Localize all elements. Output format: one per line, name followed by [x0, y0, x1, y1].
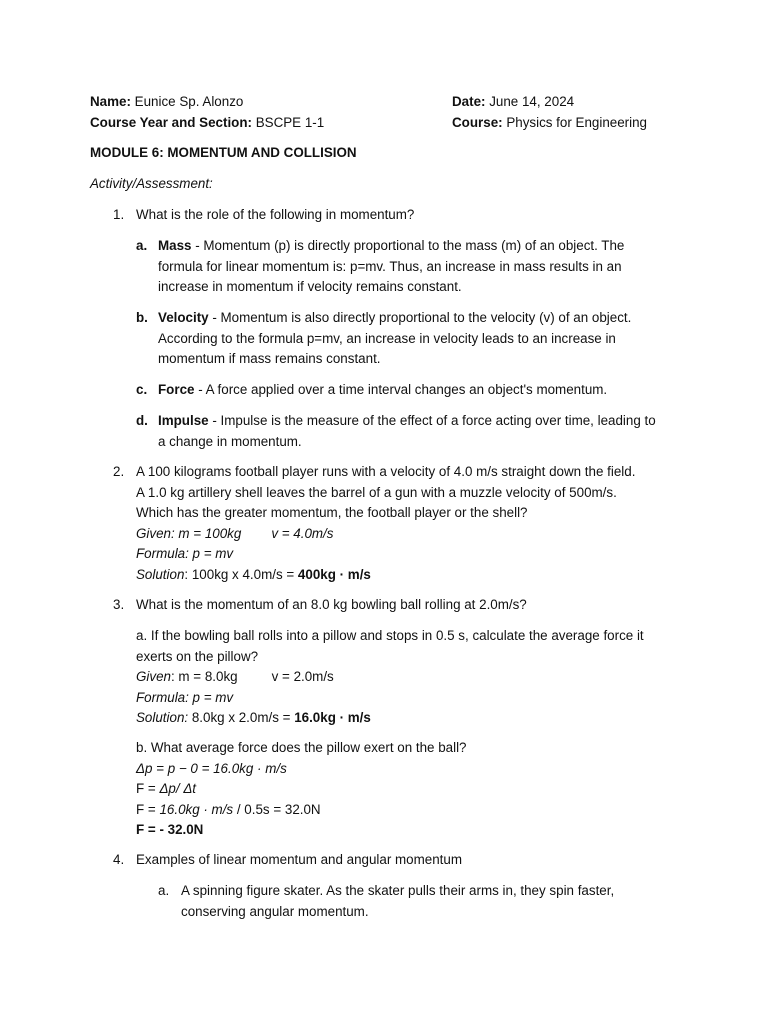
q1-item-b-term: Velocity — [158, 310, 209, 325]
q2-line3: Which has the greater momentum, the football player or the shell? — [136, 505, 528, 520]
q3-part-a — [136, 626, 644, 729]
q4-a-line1: A spinning figure skater. As the skater pulls their arms in, they spin faster, — [181, 883, 615, 898]
q3-solution-text: 8.0kg x 2.0m/s = — [188, 710, 295, 725]
q1-item-d — [158, 411, 656, 452]
q4-a-letter: a. — [158, 883, 170, 898]
course-label: Course: — [452, 115, 503, 130]
q3-b-line: b. What average force does the pillow exert on the ball? — [136, 740, 467, 755]
activity-label: Activity/Assessment: — [90, 176, 213, 191]
q1-item-b-line: - Momentum is also directly proportional to the velocity (v) of an object. — [208, 310, 632, 325]
q1-text: What is the role of the following in momentum? — [136, 207, 415, 222]
q1-item-b-letter: b. — [136, 310, 148, 325]
q4-number: 4. — [113, 852, 125, 867]
q4-a-line2: conserving angular momentum. — [181, 903, 369, 919]
q1-item-c-line: - A force applied over a time interval changes an object's momentum. — [194, 382, 608, 397]
q2-line1: A 100 kilograms football player runs with a velocity of 4.0 m/s straight down the field. — [136, 464, 636, 479]
q3-f-prefix: F = — [136, 781, 160, 796]
q1-item-d-term: Impulse — [158, 413, 209, 428]
q3-f2-rest: / 0.5s = 32.0N — [233, 801, 321, 817]
q3-a-line2: exerts on the pillow? — [136, 648, 259, 664]
course-row — [452, 113, 647, 134]
q1-item-a — [158, 236, 624, 298]
course-value: Physics for Engineering — [502, 115, 648, 130]
q1-item-c-term: Force — [158, 382, 195, 397]
q1-item-c-letter: c. — [136, 382, 148, 397]
q1-item-a-line: formula for linear momentum is: p=mv. Thus, an increase in mass results in an — [158, 258, 622, 274]
q3-f3: F = - 32.0N — [136, 822, 204, 837]
q3-given-velocity: v = 2.0m/s — [271, 669, 334, 684]
q3-a-line1: a. If the bowling ball rolls into a pillow and stops in 0.5 s, calculate the average force it — [136, 628, 644, 643]
q4-a-body — [181, 881, 614, 922]
q1-item-d-line: - Impulse is the measure of the effect of a force acting over time, leading to — [208, 413, 656, 428]
module-title: MODULE 6: MOMENTUM AND COLLISION — [90, 145, 357, 160]
q2-number: 2. — [113, 464, 125, 479]
q1-item-b-line: According to the formula p=mv, an increase in velocity leads to an increase in — [158, 330, 616, 346]
name-row — [90, 92, 243, 113]
q1-item-a-term: Mass — [158, 238, 192, 253]
name-value: Eunice Sp. Alonzo — [130, 94, 244, 109]
course-section-value: BSCPE 1-1 — [251, 115, 325, 130]
q2-solution-label: Solution — [136, 566, 185, 582]
q3-formula: Formula: p = mv — [136, 689, 234, 705]
date-value: June 14, 2024 — [485, 94, 575, 109]
q1-item-b-line: momentum if mass remains constant. — [158, 351, 381, 366]
q1-item-d-letter: d. — [136, 413, 148, 428]
q3-f2-italic: 16.0kg · m/s — [159, 801, 234, 817]
q2-given-velocity: v = 4.0m/s — [271, 525, 334, 541]
q3-f-formula: Δp/ Δt — [159, 781, 197, 796]
q1-item-a-line: increase in momentum if velocity remains constant. — [158, 279, 462, 294]
q1-item-b — [158, 308, 631, 370]
q2-solution-answer: 400kg · m/s — [297, 566, 371, 582]
q1-item-c — [158, 380, 607, 401]
q3-text: What is the momentum of an 8.0 kg bowling ball rolling at 2.0m/s? — [136, 597, 527, 612]
q2-formula: Formula: p = mv — [136, 546, 234, 561]
q2-body — [136, 462, 635, 585]
course-section-row — [90, 113, 324, 134]
q3-f2-prefix: F = — [136, 801, 160, 817]
q1-item-a-line: - Momentum (p) is directly proportional to the mass (m) of an object. The — [191, 238, 625, 253]
q3-number: 3. — [113, 597, 125, 612]
q1-item-a-letter: a. — [136, 238, 148, 253]
q1-number: 1. — [113, 207, 125, 222]
date-row — [452, 92, 574, 113]
course-section-label: Course Year and Section: — [90, 115, 252, 130]
q2-line2: A 1.0 kg artillery shell leaves the barrel of a gun with a muzzle velocity of 500m/s. — [136, 484, 617, 500]
q3-dp-line: Δp = p − 0 = 16.0kg · m/s — [136, 760, 287, 776]
q3-given-text: : m = 8.0kg — [170, 669, 238, 684]
q1-item-d-line: a change in momentum. — [158, 433, 302, 449]
q3-solution-answer: 16.0kg · m/s — [294, 710, 371, 725]
q3-solution-label: Solution: — [136, 710, 189, 725]
q4-text: Examples of linear momentum and angular momentum — [136, 852, 462, 867]
q2-solution-text: : 100kg x 4.0m/s = — [184, 566, 298, 582]
date-label: Date: — [452, 94, 486, 109]
name-label: Name: — [90, 94, 131, 109]
q2-given: Given: m = 100kg — [136, 525, 242, 541]
q3-part-b — [136, 738, 467, 841]
q3-given-label: Given — [136, 669, 171, 684]
